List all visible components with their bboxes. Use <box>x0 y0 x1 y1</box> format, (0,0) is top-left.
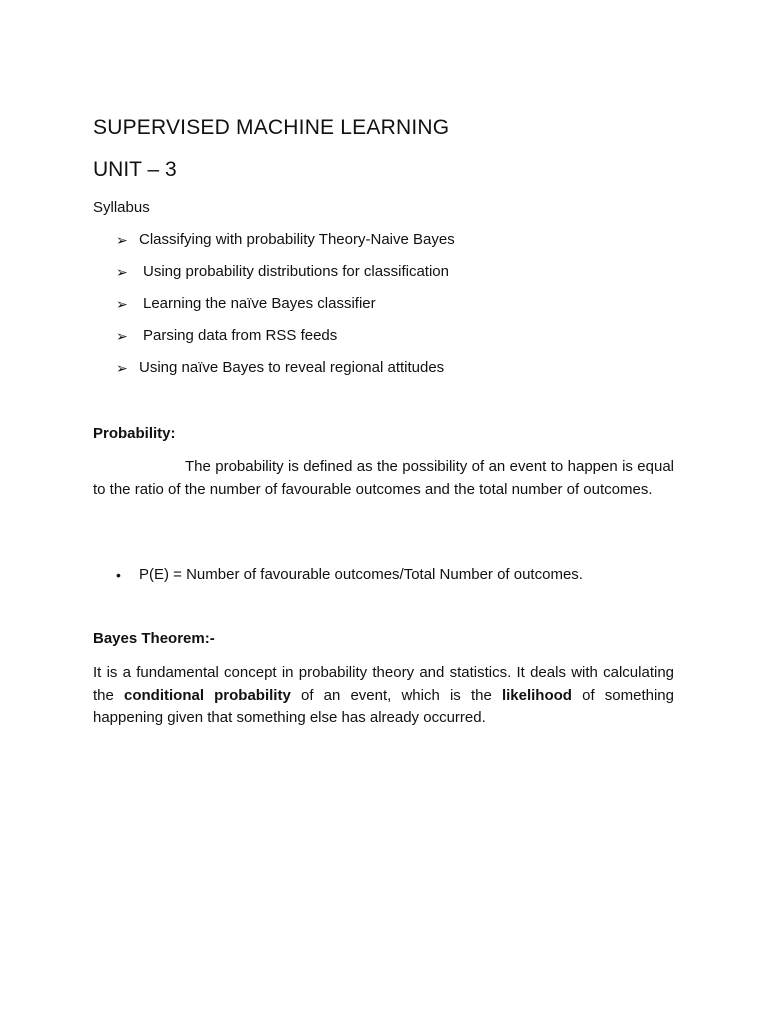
formula-text: P(E) = Number of favourable outcomes/Total Number of outcomes. <box>139 566 583 583</box>
bayes-text-part: of an event, which is the <box>290 686 502 704</box>
unit-title: UNIT – 3 <box>93 158 177 181</box>
probability-paragraph-text: The probability is defined as the possibility of an event to happen is equal to the ratio of the number of favourable outcomes and the total number of outcomes. <box>93 458 674 498</box>
probability-heading: Probability: <box>93 425 176 442</box>
arrow-right-icon: ➢ <box>116 264 128 280</box>
syllabus-item-text: Classifying with probability Theory-Naive Bayes <box>139 231 455 248</box>
list-item <box>116 230 455 262</box>
arrow-right-icon: ➢ <box>116 360 128 376</box>
probability-formula <box>116 565 583 585</box>
syllabus-item-text: Using naïve Bayes to reveal regional attitudes <box>139 359 445 376</box>
bayes-text-part: It is a fundamental concept in probability theory and statistics. It deals with calculating the <box>93 664 674 704</box>
syllabus-label: Syllabus <box>93 199 150 216</box>
bayes-bold-term: likelihood <box>501 686 572 704</box>
document-title: SUPERVISED MACHINE LEARNING <box>93 116 450 139</box>
probability-paragraph <box>93 456 674 501</box>
syllabus-list <box>116 230 455 390</box>
list-item <box>116 326 455 358</box>
arrow-right-icon: ➢ <box>116 232 128 248</box>
bayes-bold-term: conditional probability <box>124 686 291 704</box>
bayes-text-part: of something happening given that something else has already occurred. <box>93 686 674 726</box>
bayes-paragraph <box>93 662 674 730</box>
syllabus-item-text: Learning the naïve Bayes classifier <box>143 295 376 312</box>
arrow-right-icon: ➢ <box>116 296 128 312</box>
bullet-dot-icon: • <box>116 567 121 583</box>
list-item <box>116 262 455 294</box>
bayes-heading: Bayes Theorem:- <box>93 630 215 647</box>
syllabus-item-text: Parsing data from RSS feeds <box>143 327 338 344</box>
syllabus-item-text: Using probability distributions for classification <box>143 263 449 280</box>
arrow-right-icon: ➢ <box>116 328 128 344</box>
list-item <box>116 294 455 326</box>
list-item <box>116 358 455 390</box>
